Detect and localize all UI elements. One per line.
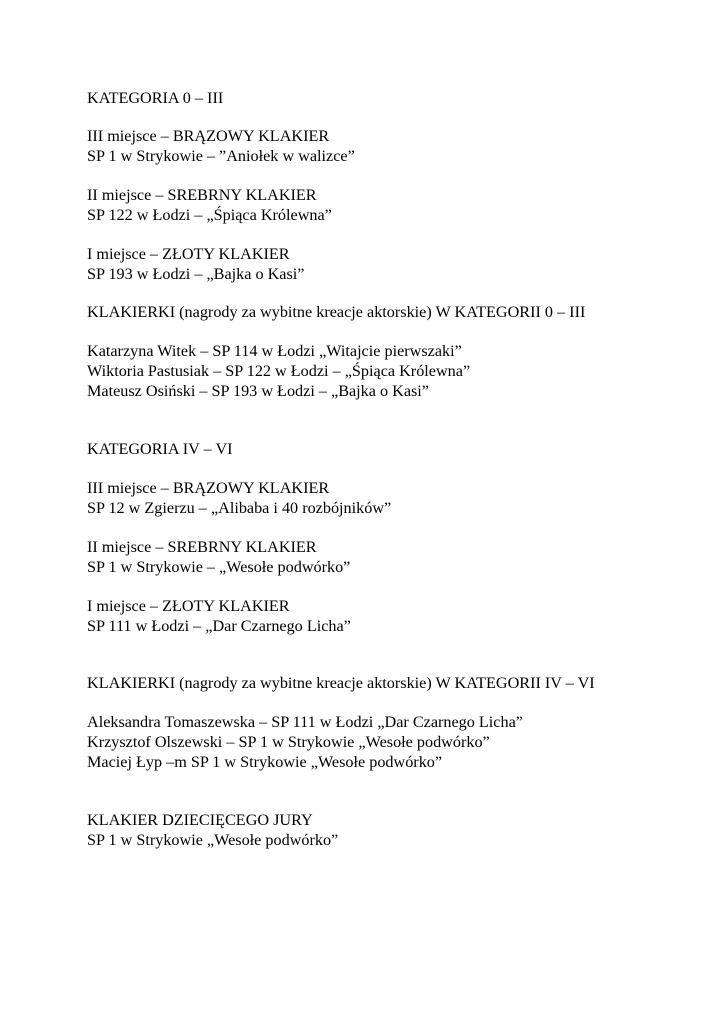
award-winner: SP 193 w Łodzi – „Bajka o Kasi” [87, 265, 305, 283]
award-winner: SP 111 w Łodzi – „Dar Czarnego Licha” [87, 617, 351, 635]
award-winner: SP 12 w Zgierzu – „Alibaba i 40 rozbójników” [87, 499, 392, 517]
acting-award-entry: Wiktoria Pastusiak – SP 122 w Łodzi – „Śpiąca Królewna” [87, 362, 471, 380]
acting-awards-heading: KLAKIERKI (nagrody za wybitne kreacje aktorskie) W KATEGORII 0 – III [87, 303, 586, 321]
acting-awards-heading: KLAKIERKI (nagrody za wybitne kreacje aktorskie) W KATEGORII IV – VI [87, 674, 595, 692]
award-title: III miejsce – BRĄZOWY KLAKIER [87, 479, 330, 497]
acting-award-entry: Mateusz Osiński – SP 193 w Łodzi – „Bajka o Kasi” [87, 382, 429, 400]
acting-award-entry: Krzysztof Olszewski – SP 1 w Strykowie „Wesołe podwórko” [87, 733, 490, 751]
award-winner: SP 1 w Strykowie – „Wesołe podwórko” [87, 558, 351, 576]
award-title: I miejsce – ZŁOTY KLAKIER [87, 245, 290, 263]
jury-award-heading: KLAKIER DZIECIĘCEGO JURY [87, 811, 313, 829]
category-heading: KATEGORIA 0 – III [87, 89, 224, 107]
award-winner: SP 122 w Łodzi – „Śpiąca Królewna” [87, 206, 332, 224]
award-title: III miejsce – BRĄZOWY KLAKIER [87, 127, 330, 145]
acting-award-entry: Maciej Łyp –m SP 1 w Strykowie „Wesołe podwórko” [87, 753, 443, 771]
award-title: I miejsce – ZŁOTY KLAKIER [87, 597, 290, 615]
award-winner: SP 1 w Strykowie – ”Aniołek w walizce” [87, 147, 355, 165]
acting-award-entry: Katarzyna Witek – SP 114 w Łodzi „Witajcie pierwszaki” [87, 342, 462, 360]
award-title: II miejsce – SREBRNY KLAKIER [87, 538, 317, 556]
category-heading: KATEGORIA IV – VI [87, 440, 233, 458]
award-title: II miejsce – SREBRNY KLAKIER [87, 186, 317, 204]
acting-award-entry: Aleksandra Tomaszewska – SP 111 w Łodzi „Dar Czarnego Licha” [87, 713, 523, 731]
award-winner: SP 1 w Strykowie „Wesołe podwórko” [87, 831, 339, 849]
